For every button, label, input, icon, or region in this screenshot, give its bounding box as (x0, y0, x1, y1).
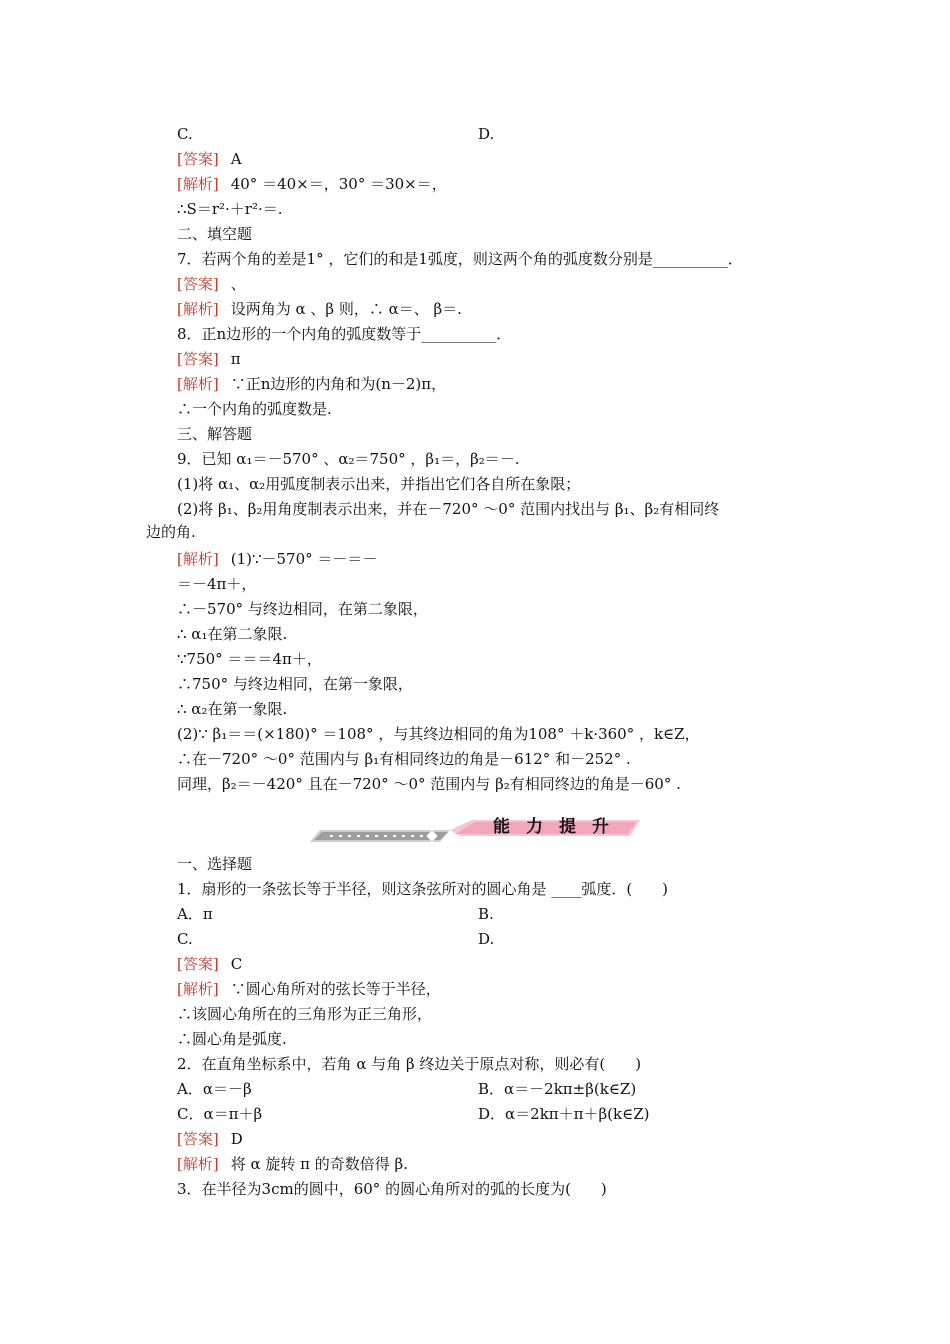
question-7: 7．若两个角的差是1° ，它们的和是1弧度，则这两个角的弧度数分别是__________． (177, 250, 743, 268)
section-heading: 一、选择题 (177, 855, 253, 873)
answer-tag: [答案] (177, 1130, 219, 1148)
problem-2-option-d: D．α＝2kπ＋π＋β(k∈Z) (478, 1105, 650, 1123)
explanation-text: ∴S＝r²·＋r²·＝. (177, 200, 283, 218)
explanation-tag: [解析] (177, 300, 219, 318)
problem-2-option-c: C．α＝π＋β (177, 1105, 263, 1123)
problem-1: 1．扇形的一条弦长等于半径，则这条弦所对的圆心角是 ____弧度．( ) (177, 880, 669, 898)
problem-2: 2．在直角坐标系中，若角 α 与角 β 终边关于原点对称，则必有( ) (177, 1055, 642, 1073)
answer-tag: [答案] (177, 275, 219, 293)
explanation-text: ∴ α₁在第二象限. (177, 625, 288, 643)
explanation-text: ∴该圆心角所在的三角形为正三角形， (177, 1005, 433, 1023)
answer-tag: [答案] (177, 350, 219, 368)
answer-tag: [答案] (177, 150, 219, 168)
explanation-tag: [解析] (177, 1155, 219, 1173)
explanation-text: ∴－570° 与终边相同，在第二象限， (177, 600, 428, 618)
explanation-line (177, 549, 377, 569)
explanation-text: 将 α 旋转 π 的奇数倍得 β. (230, 1155, 408, 1173)
section-heading: 二、填空题 (177, 225, 253, 243)
explanation-text: (2)∵ β₁＝＝(×180)° ＝108° ，与其终边相同的角为108° ＋k·360° ，k∈Z， (177, 725, 700, 743)
question-9-part-2-cont: 边的角. (146, 523, 196, 541)
explanation-line (177, 979, 441, 999)
explanation-text: 40° ＝40×＝，30° ＝30×＝， (230, 175, 447, 193)
question-9-part-1: (1)将 α₁、α₂用弧度制表示出来，并指出它们各自所在象限； (177, 475, 581, 493)
answer-line (177, 954, 242, 974)
explanation-text: ∵圆心角所对的弦长等于半径， (230, 980, 441, 998)
problem-1-option-c: C. (177, 930, 193, 948)
explanation-text: ∴750° 与终边相同，在第一象限， (177, 675, 413, 693)
explanation-text: ∵正n边形的内角和为(n－2)π， (230, 375, 447, 393)
answer-value: A (230, 150, 242, 168)
answer-line (177, 349, 241, 369)
explanation-text: ∴ α₂在第一象限. (177, 700, 288, 718)
problem-2-option-a: A．α＝－β (177, 1080, 252, 1098)
answer-line (177, 149, 242, 169)
explanation-text: ＝－4π＋， (177, 575, 257, 593)
question-8: 8．正n边形的一个内角的弧度数等于__________． (177, 325, 512, 343)
problem-1-option-d: D. (478, 930, 495, 948)
explanation-line (177, 174, 447, 194)
explanation-tag: [解析] (177, 175, 219, 193)
question-9: 9．已知 α₁＝－570° 、α₂＝750° ，β₁＝，β₂＝－. (177, 450, 520, 468)
explanation-text: ∵750° ＝＝＝4π＋， (177, 650, 322, 668)
answer-value: C (230, 955, 243, 973)
explanation-text: ∴一个内角的弧度数是. (177, 400, 332, 418)
answer-value: 、 (230, 275, 246, 293)
answer-line (177, 1129, 243, 1149)
explanation-text: 同理，β₂＝－420° 且在－720° ～0° 范围内与 β₂有相同终边的角是－60° . (177, 775, 681, 793)
answer-value: π (230, 350, 241, 368)
explanation-line (177, 299, 462, 319)
problem-3: 3．在半径为3cm的圆中，60° 的圆心角所对的弧的长度为( ) (177, 1180, 607, 1198)
answer-tag: [答案] (177, 955, 219, 973)
explanation-text: ∴圆心角是弧度. (177, 1030, 287, 1048)
section-banner-title: 能力提升 (493, 817, 625, 837)
explanation-tag: [解析] (177, 550, 219, 568)
answer-value: D (230, 1130, 243, 1148)
option-c: C. (177, 125, 193, 143)
option-d: D. (478, 125, 495, 143)
explanation-text: (1)∵－570° ＝－＝－ (230, 550, 378, 568)
problem-1-option-a: A．π (177, 905, 213, 923)
answer-line (177, 274, 246, 294)
question-9-part-2: (2)将 β₁、β₂用角度制表示出来，并在－720° ～0° 范围内找出与 β₁、β₂有相同终 (177, 500, 720, 518)
explanation-line (177, 374, 446, 394)
explanation-tag: [解析] (177, 375, 219, 393)
problem-2-option-b: B．α＝－2kπ±β(k∈Z) (478, 1080, 637, 1098)
section-heading: 三、解答题 (177, 425, 253, 443)
explanation-line (177, 1154, 408, 1174)
explanation-tag: [解析] (177, 980, 219, 998)
problem-1-option-b: B. (478, 905, 494, 923)
explanation-text: 设两角为 α 、β 则，∴ α＝、 β＝. (230, 300, 462, 318)
explanation-text: ∴在－720° ～0° 范围内与 β₁有相同终边的角是－612° 和－252° . (177, 750, 631, 768)
